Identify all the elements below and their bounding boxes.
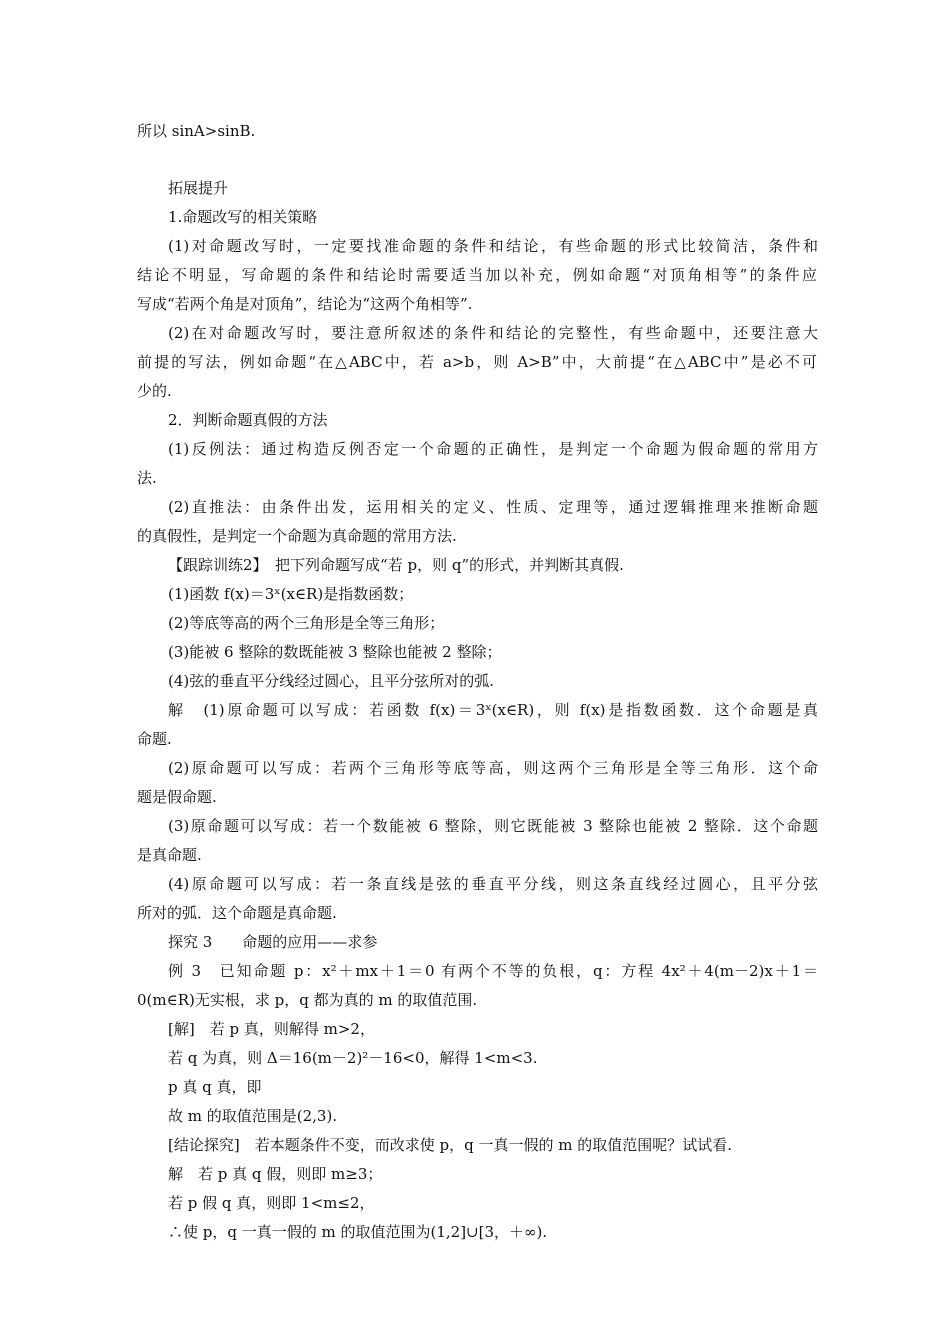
text-line: 命题. — [137, 730, 172, 748]
text-line: (2)原命题可以写成：若两个三角形等底等高，则这两个三角形是全等三角形．这个命 — [168, 759, 818, 777]
text-line: 解 若 p 真 q 假，则即 m≥3； — [168, 1165, 383, 1183]
text-line: 法. — [137, 469, 157, 487]
text-line: (2)在对命题改写时，要注意所叙述的条件和结论的完整性，有些命题中，还要注意大 — [168, 324, 818, 342]
text-line: 前提的写法，例如命题“在△ABC中，若 a>b，则 A>B”中，大前提“在△ABC中”是必不可 — [137, 353, 817, 371]
text-line: 写成“若两个角是对顶角”，结论为“这两个角相等”. — [137, 295, 473, 313]
text-line: (3)能被 6 整除的数既能被 3 整除也能被 2 整除； — [168, 643, 502, 661]
text-line: 若 p 假 q 真，则即 1<m≤2， — [168, 1194, 375, 1212]
text-line: 例 3 已知命题 p：x²＋mx＋1＝0 有两个不等的负根，q：方程 4x²＋4(m－2)x＋1＝ — [168, 962, 818, 980]
text-line: [解] 若 p 真，则解得 m>2， — [168, 1020, 375, 1038]
text-line: 的真假性，是判定一个命题为真命题的常用方法. — [137, 527, 457, 545]
text-line: (4)原命题可以写成：若一条直线是弦的垂直平分线，则这条直线经过圆心，且平分弦 — [168, 875, 818, 893]
text-line: (2)直推法：由条件出发，运用相关的定义、性质、定理等，通过逻辑推理来推断命题 — [168, 498, 818, 516]
text-line: [结论探究] 若本题条件不变，而改求使 p，q 一真一假的 m 的取值范围呢？试试看. — [168, 1136, 732, 1154]
text-line: 2．判断命题真假的方法 — [168, 411, 328, 429]
text-line: 结论不明显，写命题的条件和结论时需要适当加以补充，例如命题“对顶角相等”的条件应 — [137, 266, 817, 284]
text-line: (2)等底等高的两个三角形是全等三角形； — [168, 614, 445, 632]
text-line: 所以 sinA>sinB. — [137, 122, 256, 140]
text-line: 所对的弧．这个命题是真命题. — [137, 904, 337, 922]
section-heading: 拓展提升 — [168, 179, 229, 197]
text-line: 1.命题改写的相关策略 — [168, 208, 318, 226]
text-line: 若 q 为真，则 Δ＝16(m－2)²－16<0，解得 1<m<3. — [168, 1049, 538, 1067]
text-line: (4)弦的垂直平分线经过圆心，且平分弦所对的弧. — [168, 672, 495, 690]
text-line: (1)对命题改写时，一定要找准命题的条件和结论，有些命题的形式比较简洁，条件和 — [168, 237, 818, 255]
text-line: 【跟踪训练2】 把下列命题写成“若 p，则 q”的形式，并判断其真假. — [168, 556, 624, 574]
text-line: 解 (1)原命题可以写成：若函数 f(x)＝3ˣ(x∈R)，则 f(x)是指数函数．这个命题是真 — [168, 701, 818, 719]
text-line: p 真 q 真，即 — [168, 1078, 262, 1096]
text-line: 少的. — [137, 382, 172, 400]
text-line: 是真命题. — [137, 846, 202, 864]
text-line: (1)函数 f(x)＝3ˣ(x∈R)是指数函数； — [168, 585, 414, 603]
text-line: 0(m∈R)无实根，求 p，q 都为真的 m 的取值范围. — [137, 991, 478, 1009]
section-heading: 探究 3 命题的应用——求参 — [168, 933, 378, 951]
text-line: (3)原命题可以写成：若一个数能被 6 整除，则它既能被 3 整除也能被 2 整除．这个命题 — [168, 817, 818, 835]
text-line: (1)反例法：通过构造反例否定一个命题的正确性，是判定一个命题为假命题的常用方 — [168, 440, 818, 458]
text-line: ∴使 p，q 一真一假的 m 的取值范围为(1,2]∪[3，＋∞). — [168, 1223, 548, 1241]
text-line: 故 m 的取值范围是(2,3). — [168, 1107, 338, 1125]
text-line: 题是假命题. — [137, 788, 217, 806]
